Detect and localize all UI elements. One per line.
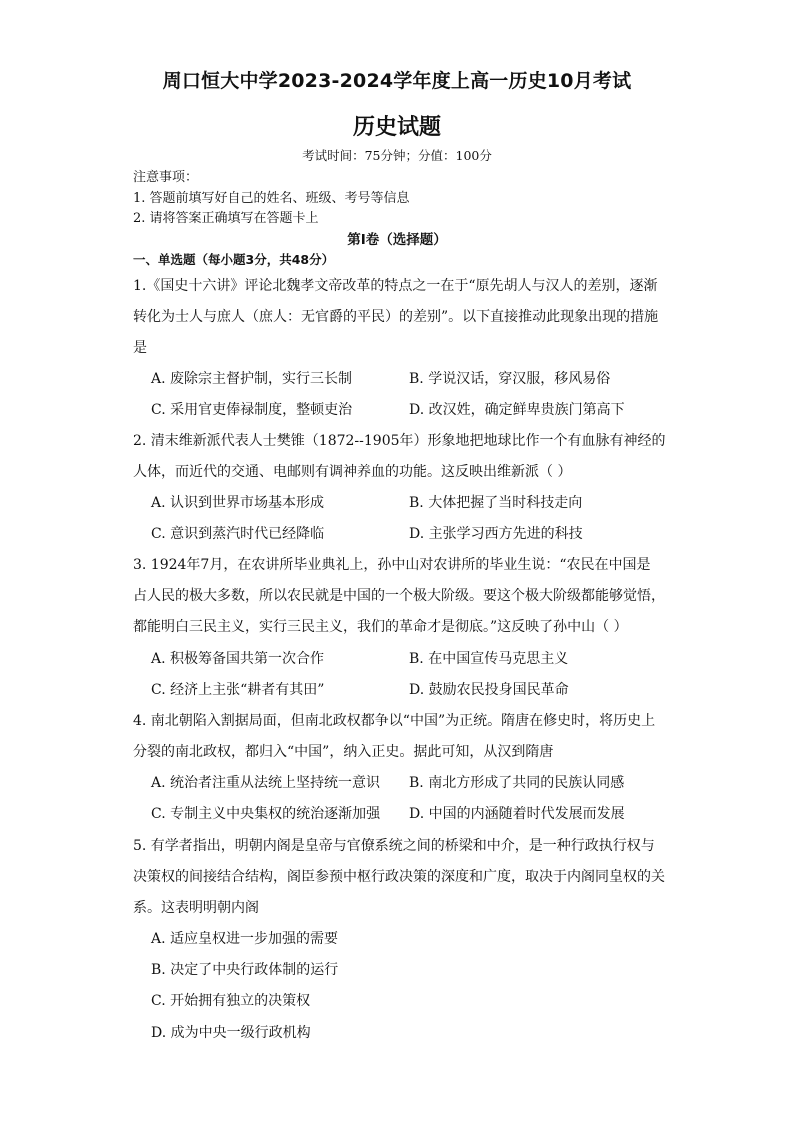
part-heading: 一、单选题（每小题3分，共48分） xyxy=(133,252,335,267)
exam-subtitle: 历史试题 xyxy=(352,115,441,140)
note-item: 2. 请将答案正确填写在答题卡上 xyxy=(133,211,319,226)
question-1-option-d: D. 改汉姓，确定鲜卑贵族门第高下 xyxy=(409,402,625,418)
question-4-line: 分裂的南北政权，都归入“中国”，纳入正史。据此可知，从汉到隋唐 xyxy=(133,744,554,760)
question-3-line: 3. 1924年7月，在农讲所毕业典礼上，孙中山对农讲所的毕业生说：“农民在中国是 xyxy=(133,557,651,573)
question-5-option-d: D. 成为中央一级行政机构 xyxy=(151,1025,311,1041)
question-5-option-c: C. 开始拥有独立的决策权 xyxy=(151,993,311,1009)
question-3-option-c: C. 经济上主张“耕者有其田” xyxy=(151,682,325,698)
question-3-option-b: B. 在中国宣传马克思主义 xyxy=(409,651,569,667)
question-4-option-b: B. 南北方形成了共同的民族认同感 xyxy=(409,775,625,791)
exam-title: 周口恒大中学2023-2024学年度上高一历史10月考试 xyxy=(162,70,632,92)
question-5-line: 决策权的间接结合结构，阁臣参预中枢行政决策的深度和广度，取决于内阁同皇权的关 xyxy=(133,869,665,885)
question-4-option-d: D. 中国的内涵随着时代发展而发展 xyxy=(409,806,625,822)
question-1-option-b: B. 学说汉话，穿汉服，移风易俗 xyxy=(409,371,611,387)
notes-heading: 注意事项： xyxy=(133,170,199,185)
question-1-option-c: C. 采用官吏俸禄制度，整顿吏治 xyxy=(151,402,353,418)
question-3-line: 都能明白三民主义，实行三民主义，我们的革命才是彻底。”这反映了孙中山（ ） xyxy=(133,619,628,635)
section-title: 第I卷（选择题） xyxy=(347,232,447,248)
question-4-line: 4. 南北朝陷入割据局面，但南北政权都争以“中国”为正统。隋唐在修史时，将历史上 xyxy=(133,713,656,729)
note-item: 1. 答题前填写好自己的姓名、班级、考号等信息 xyxy=(133,191,410,206)
question-1-line: 1.《国史十六讲》评论北魏孝文帝改革的特点之一在于“原先胡人与汉人的差别，逐渐 xyxy=(133,278,658,294)
exam-meta: 考试时间：75分钟；分值：100分 xyxy=(302,148,492,163)
question-3-option-a: A. 积极筹备国共第一次合作 xyxy=(151,651,325,667)
question-2-option-c: C. 意识到蒸汽时代已经降临 xyxy=(151,526,325,542)
question-1-line: 是 xyxy=(133,340,147,356)
question-2-line: 人体，而近代的交通、电邮则有调神养血的功能。这反映出维新派（ ） xyxy=(133,464,572,480)
question-4-option-a: A. 统治者注重从法统上坚持统一意识 xyxy=(151,775,381,791)
question-2-option-d: D. 主张学习西方先进的科技 xyxy=(409,526,583,542)
question-2-option-a: A. 认识到世界市场基本形成 xyxy=(151,495,325,511)
question-3-line: 占人民的极大多数，所以农民就是中国的一个极大阶级。要这个极大阶级都能够觉悟， xyxy=(133,588,665,604)
question-2-option-b: B. 大体把握了当时科技走向 xyxy=(409,495,583,511)
question-5-line: 系。这表明明朝内阁 xyxy=(133,900,259,916)
question-4-option-c: C. 专制主义中央集权的统治逐渐加强 xyxy=(151,806,381,822)
question-5-option-a: A. 适应皇权进一步加强的需要 xyxy=(151,931,339,947)
question-2-line: 2. 清末维新派代表人士樊锥（1872--1905年）形象地把地球比作一个有血脉有神经的 xyxy=(133,433,666,449)
question-5-line: 5. 有学者指出，明朝内阁是皇帝与官僚系统之间的桥梁和中介，是一种行政执行权与 xyxy=(133,838,655,854)
question-1-option-a: A. 废除宗主督护制，实行三长制 xyxy=(151,371,353,387)
question-1-line: 转化为士人与庶人（庶人：无官爵的平民）的差别”。以下直接推动此现象出现的措施 xyxy=(133,309,659,325)
question-3-option-d: D. 鼓励农民投身国民革命 xyxy=(409,682,569,698)
question-5-option-b: B. 决定了中央行政体制的运行 xyxy=(151,962,339,978)
